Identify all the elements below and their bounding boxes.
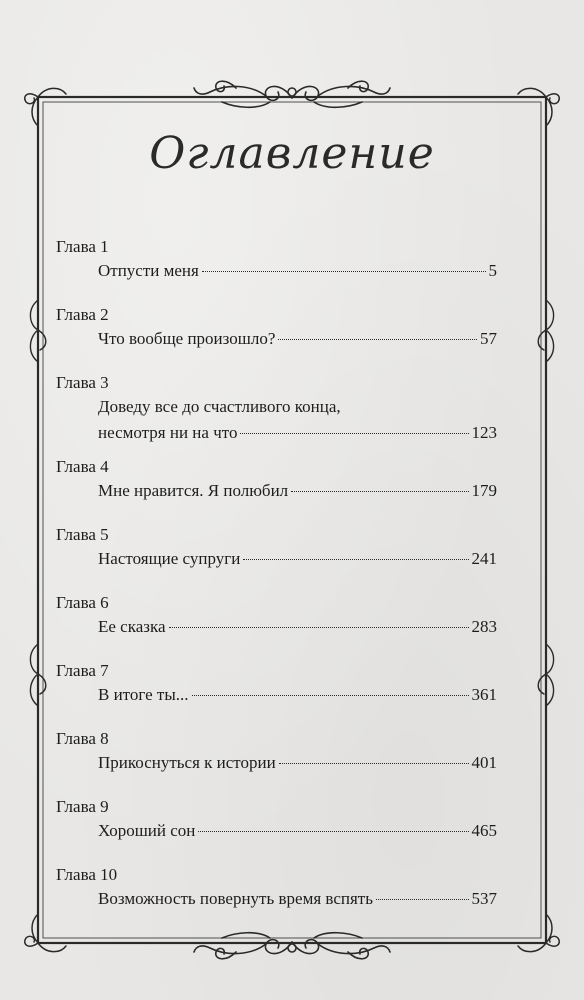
toc-entry	[56, 524, 497, 592]
chapter-title: Мне нравится. Я полюбил	[98, 481, 289, 500]
dot-leader	[192, 695, 469, 696]
toc-line	[98, 818, 497, 844]
chapter-label: Глава 5	[56, 525, 109, 544]
toc-entry	[56, 660, 497, 728]
chapter-label: Глава 1	[56, 237, 109, 256]
chapter-title: Ее сказка	[98, 617, 166, 636]
page-number: 57	[480, 329, 497, 348]
table-of-contents	[56, 236, 497, 932]
dot-leader	[279, 763, 469, 764]
toc-line	[98, 478, 497, 504]
toc-entry	[56, 592, 497, 660]
page-title: Оглавление	[149, 128, 435, 179]
toc-line	[98, 682, 497, 708]
dot-leader	[198, 831, 468, 832]
page-number: 401	[471, 753, 497, 772]
page-number: 537	[471, 889, 497, 908]
toc-entry	[56, 456, 497, 524]
corner-flourish-top-left-icon	[25, 88, 66, 126]
page-number: 361	[471, 685, 497, 704]
dot-leader	[243, 559, 468, 560]
chapter-label: Глава 4	[56, 457, 109, 476]
toc-line	[98, 420, 497, 446]
page-number: 241	[471, 549, 497, 568]
toc-entry	[56, 728, 497, 796]
chapter-title: Возможность повернуть время вспять	[98, 889, 373, 908]
dot-leader	[202, 271, 486, 272]
page-number: 179	[471, 481, 497, 500]
corner-flourish-bottom-right-icon	[518, 914, 559, 952]
bottom-flourish-icon	[194, 933, 390, 959]
toc-line	[98, 886, 497, 912]
chapter-label: Глава 2	[56, 305, 109, 324]
dot-leader	[376, 899, 469, 900]
corner-flourish-top-right-icon	[518, 88, 559, 126]
dot-leader	[240, 433, 468, 434]
toc-entry	[56, 372, 497, 456]
chapter-title: Хороший сон	[98, 821, 196, 840]
page-number: 123	[471, 423, 497, 442]
chapter-label: Глава 9	[56, 797, 109, 816]
chapter-label: Глава 6	[56, 593, 109, 612]
chapter-title: Настоящие супруги	[98, 549, 241, 568]
chapter-title: Прикоснуться к истории	[98, 753, 276, 772]
toc-entry	[56, 864, 497, 932]
chapter-title: Что вообще произошло?	[98, 329, 276, 348]
chapter-title: В итоге ты...	[98, 685, 189, 704]
dot-leader	[291, 491, 468, 492]
toc-entry	[56, 304, 497, 372]
toc-line	[98, 546, 497, 572]
toc-line	[98, 258, 497, 284]
dot-leader	[278, 339, 477, 340]
toc-line	[98, 326, 497, 352]
toc-entry	[56, 796, 497, 864]
chapter-label: Глава 3	[56, 373, 109, 392]
top-flourish-icon	[194, 81, 390, 107]
page-number: 5	[488, 261, 497, 280]
toc-entry	[56, 236, 497, 304]
toc-line	[98, 614, 497, 640]
toc-line	[98, 750, 497, 776]
page-number: 465	[471, 821, 497, 840]
chapter-title: Отпусти меня	[98, 261, 199, 280]
chapter-label: Глава 10	[56, 865, 118, 884]
chapter-title: несмотря ни на что	[98, 423, 238, 442]
chapter-title-line1: Доведу все до счастливого конца,	[98, 397, 341, 416]
chapter-label: Глава 7	[56, 661, 109, 680]
dot-leader	[169, 627, 469, 628]
page-number: 283	[471, 617, 497, 636]
chapter-label: Глава 8	[56, 729, 109, 748]
